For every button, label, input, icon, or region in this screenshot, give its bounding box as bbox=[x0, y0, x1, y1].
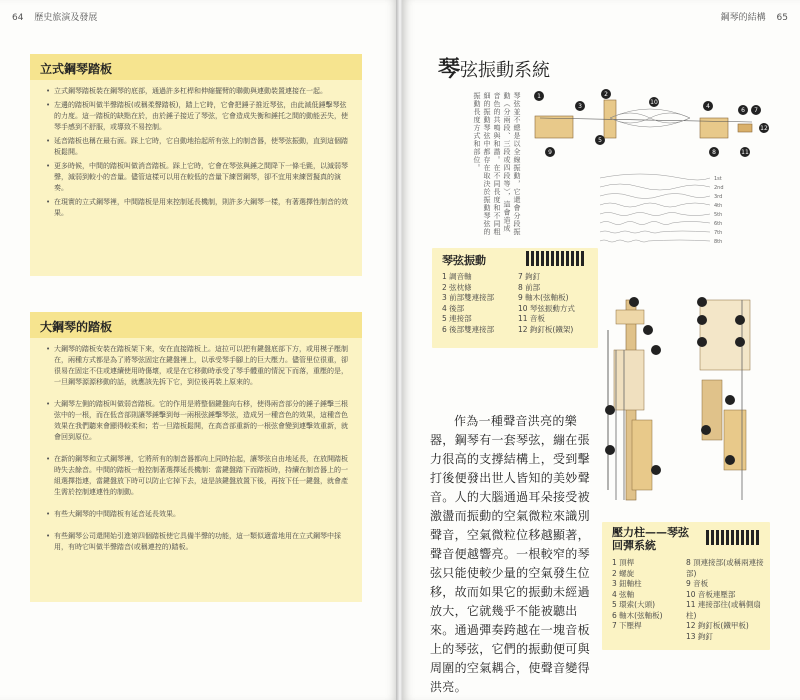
panel-title: 立式鋼琴踏板 bbox=[30, 54, 362, 80]
bullet-list bbox=[30, 338, 362, 572]
callout-number: 7 bbox=[754, 107, 758, 114]
body-paragraph: 作為一種聲音洪亮的樂器，鋼琴有一套琴弦，繃在張力很高的支撐結構上，受到擊打後便發出世人皆知的美妙聲音。人的大腦通過耳朵接受被激盪而振動的空氣微粒來識別聲音，空氣微粒位移越顯著，聲音便越響亮。一根較窄的琴弦只能使較少量的空氣發生位移，故而如果它的振動未經過放大，它就幾乎不能被聽出來。通過彈奏跨越在一塊音板上的琴弦，它們的振動便可與周圍的空氣耦合，使聲音變得洪亮。 bbox=[430, 414, 590, 694]
list-item: • 有些大鋼琴的中間踏板有延音延長效果。 bbox=[46, 509, 352, 520]
list-item: • 立式鋼琴踏板裝在鋼琴的底部，通過許多杠桿和伸縮擺臂的聯動與連動裝置連接在一起。 bbox=[46, 86, 352, 97]
legend-header bbox=[432, 248, 598, 270]
legend-item: 13 鉤釘 bbox=[686, 631, 713, 641]
legend-item: 1 調音軸 bbox=[442, 272, 472, 281]
legend-item: 5 連接部 bbox=[442, 314, 472, 323]
list-item: • 大鋼琴左側的踏板叫做弱音踏板。它的作用是將整個鍵盤向右移，使得兩音部分的錘子錘擊三根弦中的一根，而在低音部則讓琴錘擊到每一兩根弦錘擊琴弦，造成另一種音色的效果，這種音色效果在我們聽來會顯得較柔和；若一旦踏板鬆開，在高音部重新的一根弦會變到連擊效重新，就會回到原位。 bbox=[46, 399, 352, 443]
legend-item: 2 弦枕條 bbox=[442, 282, 472, 292]
callout-number: 5 bbox=[598, 137, 602, 144]
legend-item: 4 弦軸 bbox=[612, 589, 635, 599]
list-item: • 在新的鋼琴和立式鋼琴裡，它將所有的制音器都向上同時抬起，讓琴弦自由地延長，在放開踏板時失去餘音。中間的踏板一般控制著選擇延長機制：當鍵盤踏下而踏板時，持續在制音器上的一組選擇指連，當鍵盤放下時可以防止它掉下去，這是該鍵盤放置下後，再按下任一鍵盤，就會產生需於控制連連性的制動。 bbox=[46, 454, 352, 498]
running-head-right bbox=[721, 10, 788, 23]
page-number: 65 bbox=[776, 13, 788, 23]
running-head-title: 鋼琴的結構 bbox=[720, 13, 766, 23]
repetition-action-diagram bbox=[690, 290, 770, 510]
list-item: • 大鋼琴的踏板安裝在踏板架下來，安在直接踏板上。這拉可以把有鍵盤底部下方，或用模子壓制在，兩種方式都是為了將琴弦固定在鍵盤裡上，以承受琴手腳上的巨大壓力。儘管里位很重，卻很易在固定不住或連續使用時傷壞，或是在它移動時承受了琴手體重的情況下而落，重壓的是，一旦鋼琴源源移動的話，就應該先拆下它，到位後再裝上原來的。 bbox=[46, 344, 352, 388]
legend-column bbox=[612, 558, 663, 632]
partial-label: 8th bbox=[714, 239, 723, 245]
callout-number: 6 bbox=[741, 107, 745, 114]
hammer-legend bbox=[602, 522, 770, 650]
legend-item: 8 前部 bbox=[518, 282, 541, 292]
pinblock-shape bbox=[535, 116, 573, 138]
vibration-envelope bbox=[610, 113, 690, 123]
legend-item: 9 音板 bbox=[686, 579, 709, 588]
intro-vertical-text: 琴弦並不總是以全線振動，它還會分段振動（分兩段、三段或四段等），這會造成音色的共鳴與和諧。在不同長度和不同粗細的振動琴弦中都存在取決於振動琴弦的振動長度方式和部位。 bbox=[473, 92, 521, 236]
callout-number: 11 bbox=[741, 149, 749, 156]
partial-label: 6th bbox=[714, 221, 723, 227]
legend-item: 3 鈕軸柱 bbox=[612, 579, 642, 588]
partials-labels bbox=[714, 176, 724, 245]
legend-item: 4 後部 bbox=[442, 303, 465, 313]
legend-item: 12 鉤釘板(鐵架) bbox=[518, 324, 574, 334]
legend-item: 12 鉤釘板(鐵甲板) bbox=[686, 621, 749, 630]
legend-title: 壓力柱——琴弦回彈系統 bbox=[612, 526, 689, 552]
list-item: • 有些鋼琴公司還開始引進第四個踏板使它具備半聲的功能，這一類似適當地用在立式鋼琴中採用，有時它叫做半聲踏音(或稱連控的)踏板。 bbox=[46, 531, 352, 553]
legend-item: 10 音板連壓部 bbox=[686, 589, 736, 599]
legend-column bbox=[686, 558, 766, 642]
legend-column bbox=[442, 272, 494, 335]
legend-item: 6 軸木(弦軸板) bbox=[612, 610, 663, 620]
legend-item: 10 琴弦振動方式 bbox=[518, 303, 575, 313]
callout-number: 9 bbox=[548, 149, 552, 156]
partial-label: 2nd bbox=[714, 185, 724, 191]
legend-item: 9 軸木(弦軸板) bbox=[518, 293, 569, 302]
section-title-initial: 琴 bbox=[438, 56, 461, 82]
partial-label: 5th bbox=[714, 212, 723, 218]
bullet-list bbox=[30, 80, 362, 230]
legend-item: 11 音板 bbox=[518, 314, 545, 323]
callout-number: 1 bbox=[537, 93, 541, 100]
partials-waves bbox=[600, 174, 710, 242]
callout-number: 12 bbox=[760, 125, 768, 132]
piano-keys-icon bbox=[706, 530, 761, 545]
vibration-legend bbox=[432, 248, 598, 348]
legend-item: 8 頂連接部(或稱兩連接部) bbox=[686, 558, 764, 578]
list-item: • 在現實的立式鋼琴裡，中間踏板是用來控制延長機制，則許多大鋼琴一樣，有著選擇性制音的效果。 bbox=[46, 197, 352, 219]
panel-title: 大鋼琴的踏板 bbox=[30, 312, 362, 338]
partial-label: 7th bbox=[714, 230, 723, 236]
partial-label: 1st bbox=[714, 176, 722, 182]
grand-pedals-panel bbox=[30, 312, 362, 602]
legend-title: 琴弦振動 bbox=[442, 254, 486, 267]
list-item: • 更多時候，中間的踏板叫做消音踏板。踩上它時，它會在琴弦與錘之間降下一條毛氈，以減弱琴聲，減弱到較小的音量。儘管這樣可以用在較低的音量下練習鋼琴，卻不宜用來練習擬真的演奏。 bbox=[46, 161, 352, 194]
list-item: • 左邊的踏板叫做半聲踏板(或稱柔聲踏板)，踏上它時，它會把錘子推近琴弦，由此減低錘擊琴弦的力度。這一踏板的缺點在於，由於錘子接近了琴弦，它會造成失衡和錘托之間的動能丟失，使琴手感到不舒服，或導致不易控制。 bbox=[46, 100, 352, 133]
callout-number: 8 bbox=[712, 149, 716, 156]
callout-number: 2 bbox=[604, 91, 608, 98]
hitch-pin-shape bbox=[738, 124, 752, 132]
callout-number: 10 bbox=[650, 99, 658, 106]
running-head-left bbox=[12, 10, 97, 23]
legend-item: 5 環索(大頭) bbox=[612, 600, 656, 609]
piano-keys-icon bbox=[526, 251, 586, 266]
string-vibration-diagram bbox=[530, 88, 780, 263]
legend-item: 6 後部雙連接部 bbox=[442, 324, 495, 334]
left-page bbox=[0, 0, 398, 700]
page-number: 64 bbox=[12, 13, 24, 23]
legend-item: 3 前部雙連接部 bbox=[442, 293, 495, 302]
hammer-action-diagram bbox=[596, 290, 676, 510]
partial-label: 3rd bbox=[714, 194, 723, 200]
legend-header bbox=[602, 522, 770, 556]
callout-number: 4 bbox=[706, 103, 710, 110]
list-item: • 延音踏板也稱在最右面。踩上它時，它自動地抬起所有弦上的制音器，使琴弦振動，直到這個踏板鬆開。 bbox=[46, 136, 352, 158]
legend-column bbox=[518, 272, 575, 335]
legend-item: 7 鉤釘 bbox=[518, 272, 541, 281]
section-title-rest: 弦振動系統 bbox=[460, 60, 551, 81]
upright-pedals-panel bbox=[30, 54, 362, 276]
legend-item: 2 螺旋 bbox=[612, 568, 635, 578]
legend-item: 7 下壓桿 bbox=[612, 621, 642, 630]
running-head-title: 歷史旅演及發展 bbox=[34, 13, 98, 23]
partial-label: 4th bbox=[714, 203, 723, 209]
legend-item: 1 頂桿 bbox=[612, 558, 635, 567]
section-title bbox=[438, 52, 550, 83]
callout-number: 3 bbox=[578, 103, 582, 110]
legend-item: 11 連接部往(或稱側扇柱) bbox=[686, 600, 761, 620]
